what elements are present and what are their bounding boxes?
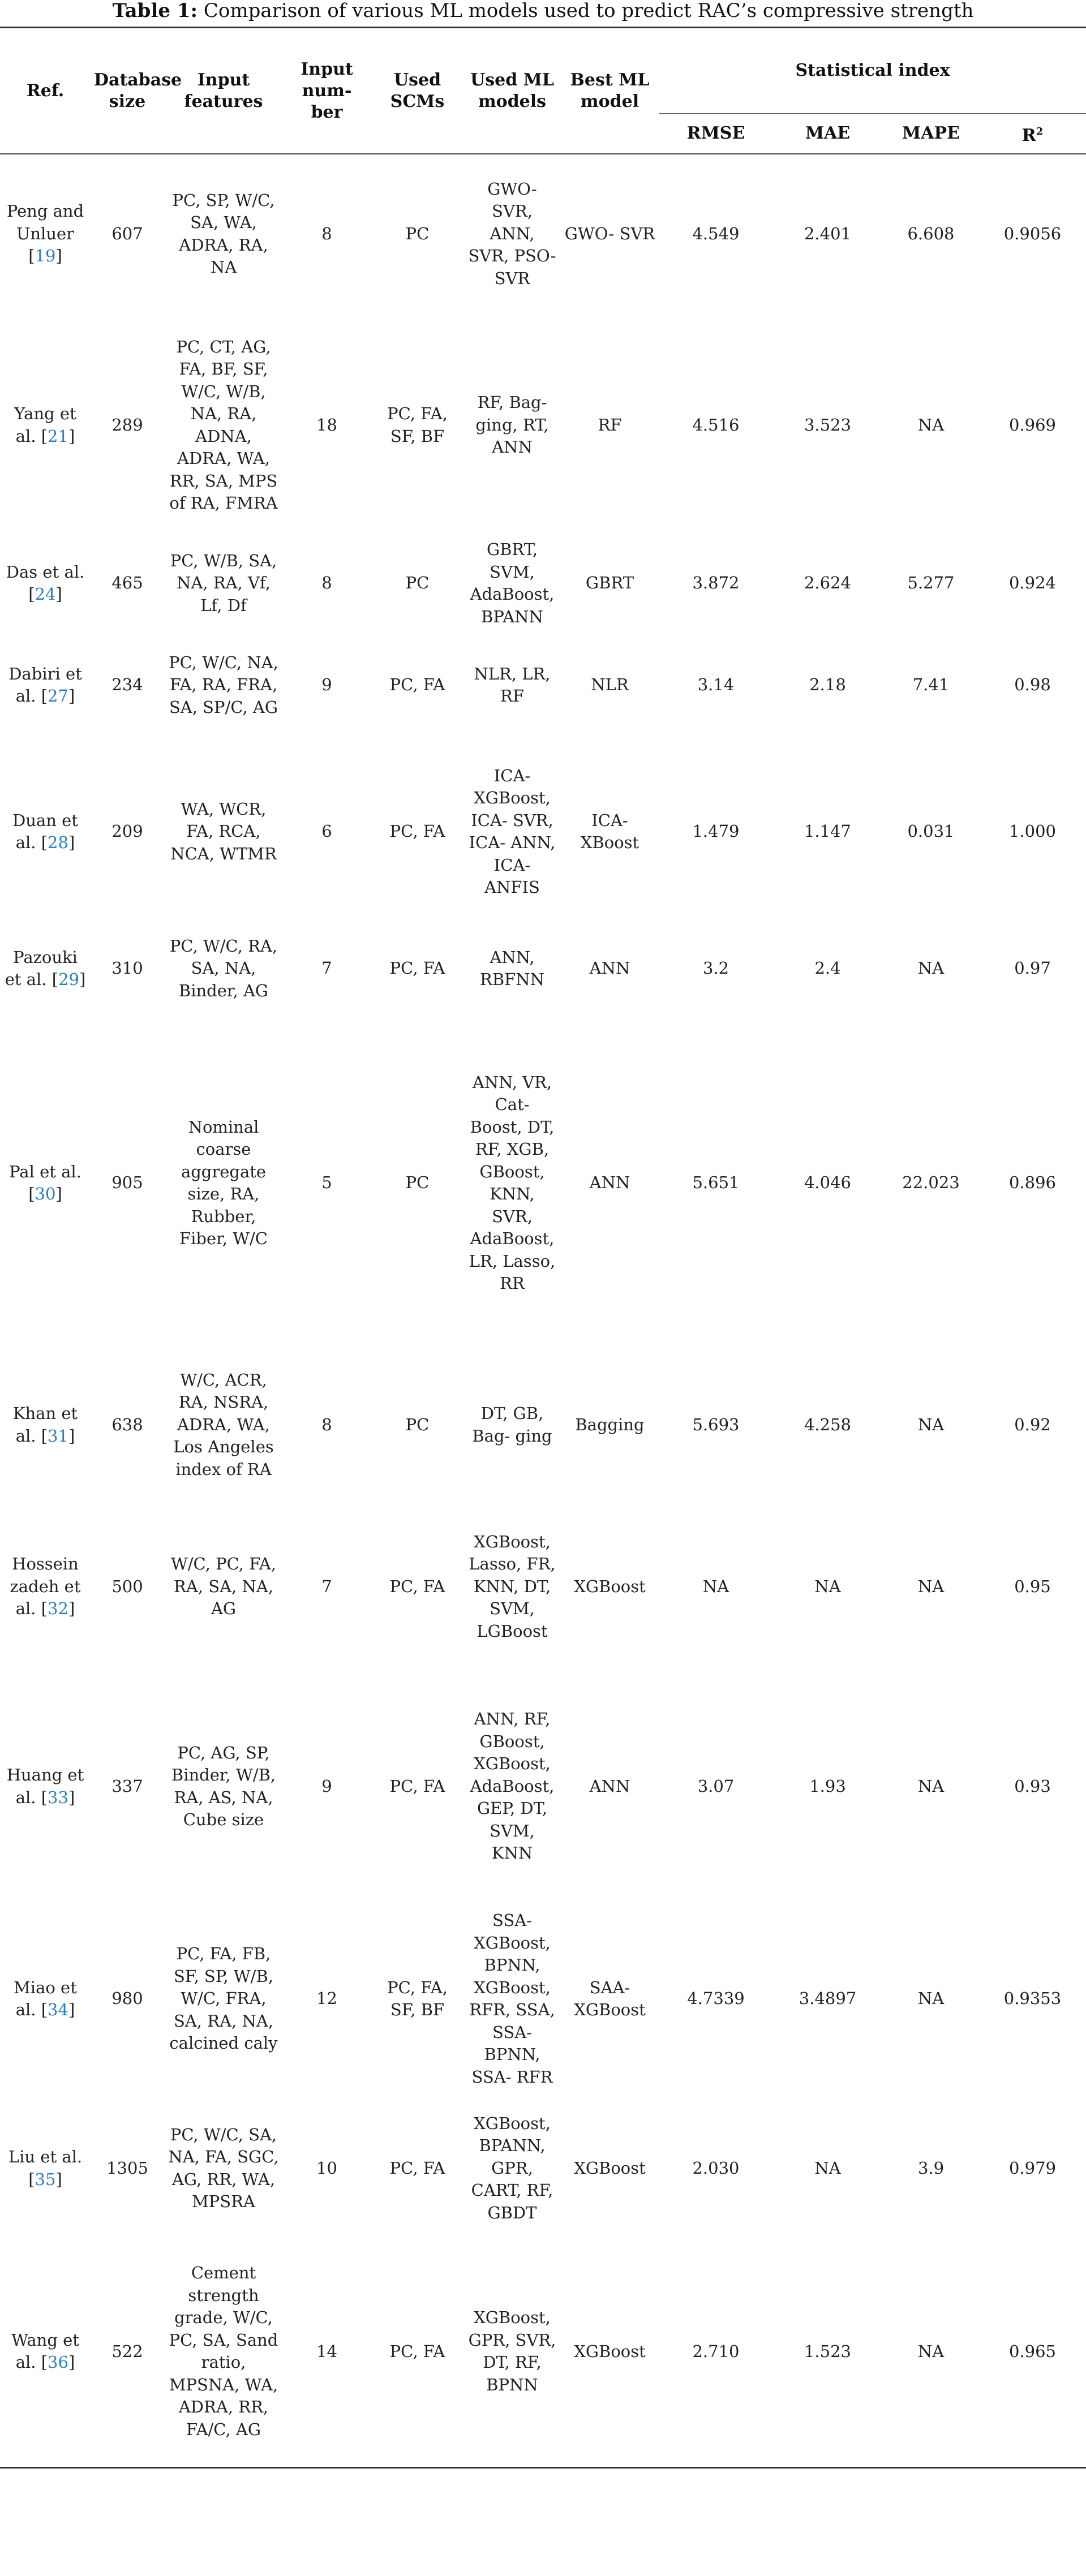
header-ref: Ref. xyxy=(0,28,91,154)
database-size-cell: 905 xyxy=(111,1173,143,1193)
r2-cell: 0.98 xyxy=(1014,675,1051,695)
r2-cell: 0.92 xyxy=(1014,1414,1051,1434)
used-scms-cell: PC, FA xyxy=(389,675,445,695)
header-used-ml-models: Used ML models xyxy=(464,28,560,154)
mape-cell: NA xyxy=(917,1776,945,1796)
database-size-cell: 209 xyxy=(111,822,143,841)
database-size-cell: 980 xyxy=(111,1989,143,2009)
best-ml-model-cell: Bagging xyxy=(575,1414,645,1434)
best-ml-model-cell: ANN xyxy=(589,1173,630,1193)
table-row xyxy=(0,1014,1086,1352)
rmse-cell: 5.693 xyxy=(692,1414,740,1434)
citation-link[interactable]: 24 xyxy=(35,584,56,604)
input-features-cell: Nominal coarse aggregate size, RA, Rubber, Fiber, W/C xyxy=(179,1117,268,1248)
rmse-cell: 3.872 xyxy=(692,573,740,593)
input-features-cell: PC, W/C, SA, NA, FA, SGC, AG, RR, WA, MPSRA xyxy=(168,2125,279,2211)
ref-author: Pal et al. xyxy=(9,1162,81,1181)
best-ml-model-cell: GBRT xyxy=(585,573,634,593)
rmse-cell: 4.549 xyxy=(692,223,740,243)
input-features-cell: W/C, ACR, RA, NSRA, ADRA, WA, Los Angeles index of RA xyxy=(173,1370,274,1479)
rmse-cell: 3.2 xyxy=(702,958,729,978)
rmse-cell: 4.7339 xyxy=(687,1989,745,2009)
ref-author: Yang et al. xyxy=(14,404,76,446)
input-features-cell: PC, W/C, RA, SA, NA, Binder, AG xyxy=(169,936,278,1000)
r2-cell: 0.924 xyxy=(1008,573,1057,593)
used-scms-cell: PC, FA xyxy=(389,2341,445,2361)
ref-cell: Pazouki et al. [29] xyxy=(5,947,86,989)
rmse-cell: 3.07 xyxy=(697,1776,735,1796)
database-size-cell: 310 xyxy=(111,958,143,978)
citation-link[interactable]: 29 xyxy=(58,970,79,989)
mae-cell: 4.258 xyxy=(804,1414,852,1434)
best-ml-model-cell: RF xyxy=(598,415,622,435)
best-ml-model-cell: ANN xyxy=(589,958,630,978)
r2-cell: 0.97 xyxy=(1014,958,1051,978)
database-size-cell: 500 xyxy=(111,1576,143,1596)
input-number-cell: 12 xyxy=(316,1989,337,2009)
citation-link[interactable]: 35 xyxy=(35,2169,56,2189)
rmse-cell: 1.479 xyxy=(692,822,740,841)
table-row xyxy=(0,630,1086,741)
input-features-cell: PC, FA, FB, SF, SP, W/B, W/C, FRA, SA, RA, NA, calcined caly xyxy=(169,1944,278,2053)
header-r2-sup: 2 xyxy=(1036,125,1044,137)
citation-link[interactable]: 19 xyxy=(35,246,56,266)
used-scms-cell: PC, FA xyxy=(389,822,445,841)
table-row xyxy=(0,1352,1086,1498)
best-ml-model-cell: SAA- XGBoost xyxy=(574,1977,646,2019)
mae-cell: 3.523 xyxy=(804,415,852,435)
rmse-cell: 3.14 xyxy=(697,675,735,695)
input-number-cell: 9 xyxy=(321,1776,332,1796)
input-number-cell: 5 xyxy=(321,1173,332,1193)
mape-cell: NA xyxy=(917,958,945,978)
table-row xyxy=(0,1675,1086,1898)
header-rmse: RMSE xyxy=(659,114,772,154)
header-input-number: Input num- ber xyxy=(283,28,371,154)
mape-cell: NA xyxy=(917,1414,945,1434)
ref-cell: Miao et al. [34] xyxy=(14,1977,77,2019)
best-ml-model-cell: XGBoost xyxy=(574,2341,646,2361)
rmse-cell: 2.710 xyxy=(692,2341,740,2361)
database-size-cell: 522 xyxy=(111,2341,143,2361)
used-ml-models-cell: ANN, RBFNN xyxy=(479,947,545,989)
ref-author: Pazouki et al. xyxy=(5,947,78,989)
r2-cell: 0.979 xyxy=(1008,2158,1057,2178)
database-size-cell: 234 xyxy=(111,675,143,695)
table-body xyxy=(0,154,1086,2467)
r2-cell: 0.9056 xyxy=(1003,223,1062,243)
ref-author: Huang et al. xyxy=(6,1765,84,1807)
citation-link[interactable]: 36 xyxy=(48,2353,68,2372)
input-number-cell: 14 xyxy=(316,2341,337,2361)
used-ml-models-cell: XGBoost, Lasso, FR, KNN, DT, SVM, LGBoost xyxy=(469,1532,556,1641)
mape-cell: 0.031 xyxy=(907,822,955,841)
r2-cell: 0.93 xyxy=(1014,1776,1051,1796)
r2-cell: 1.000 xyxy=(1008,822,1057,841)
used-scms-cell: PC, FA, SF, BF xyxy=(387,1977,448,2019)
table-row xyxy=(0,313,1086,537)
ref-author: Duan et al. xyxy=(12,810,78,852)
ref-cell: Duan et al. [28] xyxy=(12,810,78,852)
mape-cell: NA xyxy=(917,415,945,435)
used-scms-cell: PC, FA, SF, BF xyxy=(387,404,448,446)
ref-cell: Wang et al. [36] xyxy=(11,2330,79,2372)
input-number-cell: 7 xyxy=(321,958,332,978)
used-ml-models-cell: DT, GB, Bag- ging xyxy=(472,1404,552,1446)
used-ml-models-cell: NLR, LR, RF xyxy=(474,664,551,706)
caption-label: Table 1: xyxy=(112,0,198,22)
citation-link[interactable]: 21 xyxy=(48,426,68,446)
database-size-cell: 1305 xyxy=(106,2158,148,2178)
rmse-cell: 5.651 xyxy=(692,1173,740,1193)
input-features-cell: W/C, PC, FA, RA, SA, NA, AG xyxy=(170,1554,277,1619)
header-mae: MAE xyxy=(772,114,883,154)
mae-cell: NA xyxy=(814,2158,841,2178)
header-used-scms: Used SCMs xyxy=(371,28,464,154)
used-ml-models-cell: SSA- XGBoost, BPNN, XGBoost, RFR, SSA, SSA- BPNN, SSA- RFR xyxy=(469,1911,555,2087)
mape-cell: NA xyxy=(917,1576,945,1596)
used-scms-cell: PC xyxy=(405,223,430,243)
rmse-cell: 2.030 xyxy=(692,2158,740,2178)
table-caption xyxy=(0,0,1086,24)
ref-author: Miao et al. xyxy=(14,1977,77,2019)
header-statistical-index: Statistical index xyxy=(659,28,1086,114)
rmse-cell: 4.516 xyxy=(692,415,740,435)
input-number-cell: 8 xyxy=(321,1414,332,1434)
ref-author: Peng and Unluer xyxy=(6,201,84,243)
used-ml-models-cell: ANN, VR, Cat- Boost, DT, RF, XGB, GBoost, KNN, SVR, AdaBoost, LR, Lasso, RR xyxy=(469,1072,556,1293)
best-ml-model-cell: XGBoost xyxy=(574,2158,646,2178)
input-features-cell: PC, W/B, SA, NA, RA, Vf, Lf, Df xyxy=(170,551,277,615)
r2-cell: 0.896 xyxy=(1008,1173,1057,1193)
used-ml-models-cell: ICA- XGBoost, ICA- SVR, ICA- ANN, ICA- ANFIS xyxy=(469,766,556,897)
ref-cell: Yang et al. [21] xyxy=(14,404,76,446)
table-row xyxy=(0,1898,1086,2100)
ref-author: Dabiri et al. xyxy=(8,664,82,706)
mape-cell: 7.41 xyxy=(912,675,950,695)
input-number-cell: 6 xyxy=(321,822,332,841)
table-row xyxy=(0,154,1086,313)
input-number-cell: 9 xyxy=(321,675,332,695)
best-ml-model-cell: ANN xyxy=(589,1776,630,1796)
citation-link[interactable]: 33 xyxy=(48,1787,68,1807)
table-row xyxy=(0,537,1086,630)
input-number-cell: 8 xyxy=(321,223,332,243)
input-features-cell: PC, W/C, NA, FA, RA, FRA, SA, SP/C, AG xyxy=(169,652,278,717)
database-size-cell: 465 xyxy=(111,573,143,593)
header-database-size: Database size xyxy=(91,28,164,154)
used-scms-cell: PC, FA xyxy=(389,1776,445,1796)
used-ml-models-cell: XGBoost, BPANN, GPR, CART, RF, GBDT xyxy=(471,2113,553,2222)
used-ml-models-cell: ANN, RF, GBoost, XGBoost, AdaBoost, GEP, DT, SVM, KNN xyxy=(470,1709,555,1863)
ref-author: Das et al. xyxy=(6,562,85,582)
mae-cell: 2.4 xyxy=(814,958,841,978)
header-mape: MAPE xyxy=(883,114,979,154)
ref-cell: Das et al. [24] xyxy=(6,562,85,604)
mae-cell: NA xyxy=(814,1576,841,1596)
best-ml-model-cell: XGBoost xyxy=(574,1576,646,1596)
used-scms-cell: PC, FA xyxy=(389,958,445,978)
ref-cell: Huang et al. [33] xyxy=(6,1765,84,1807)
input-features-cell: PC, SP, W/C, SA, WA, ADRA, RA, NA xyxy=(172,190,275,277)
mae-cell: 4.046 xyxy=(804,1173,852,1193)
r2-cell: 0.9353 xyxy=(1003,1989,1062,2009)
input-features-cell: PC, AG, SP, Binder, W/B, RA, AS, NA, Cube size xyxy=(171,1743,276,1829)
mae-cell: 1.93 xyxy=(809,1776,846,1796)
ref-author: Wang et al. xyxy=(11,2330,79,2372)
mae-cell: 2.18 xyxy=(809,675,846,695)
header-r2-base: R xyxy=(1021,125,1036,145)
mape-cell: 6.608 xyxy=(907,223,955,243)
table-row xyxy=(0,1498,1086,1675)
citation-link[interactable]: 27 xyxy=(48,686,68,706)
mae-cell: 1.523 xyxy=(804,2341,852,2361)
used-ml-models-cell: GWO- SVR, ANN, SVR, PSO- SVR xyxy=(468,179,556,288)
mae-cell: 1.147 xyxy=(804,822,852,841)
mape-cell: 5.277 xyxy=(907,573,955,593)
best-ml-model-cell: NLR xyxy=(591,675,629,695)
caption-text: Comparison of various ML models used to predict RAC’s compressive strength xyxy=(203,0,974,22)
table-row xyxy=(0,2237,1086,2467)
database-size-cell: 638 xyxy=(111,1414,143,1434)
table-row xyxy=(0,923,1086,1014)
ref-cell: Liu et al. [35] xyxy=(8,2147,83,2189)
input-features-cell: PC, CT, AG, FA, BF, SF, W/C, W/B, NA, RA, ADNA, ADRA, WA, RR, SA, MPS of RA, FMRA xyxy=(169,337,278,513)
header-input-features: Input features xyxy=(164,28,283,154)
best-ml-model-cell: ICA- XBoost xyxy=(580,810,639,852)
table-row xyxy=(0,2100,1086,2237)
mae-cell: 3.4897 xyxy=(799,1989,857,2009)
ref-cell: Hossein zadeh et al. [32] xyxy=(10,1554,81,1619)
r2-cell: 0.95 xyxy=(1014,1576,1051,1596)
citation-link[interactable]: 31 xyxy=(48,1426,68,1446)
header-r2 xyxy=(979,114,1086,154)
ref-cell: Peng and Unluer [19] xyxy=(6,201,84,266)
header-best-ml-model: Best ML model xyxy=(560,28,659,154)
database-size-cell: 337 xyxy=(111,1776,143,1796)
input-features-cell: WA, WCR, FA, RCA, NCA, WTMR xyxy=(170,799,277,863)
mae-cell: 2.401 xyxy=(804,223,852,243)
mape-cell: NA xyxy=(917,1989,945,2009)
ref-author: Liu et al. xyxy=(8,2147,83,2166)
r2-cell: 0.969 xyxy=(1008,415,1057,435)
database-size-cell: 607 xyxy=(111,223,143,243)
used-scms-cell: PC xyxy=(405,1173,430,1193)
mape-cell: NA xyxy=(917,2341,945,2361)
citation-link[interactable]: 28 xyxy=(48,833,68,852)
ref-cell: Pal et al. [30] xyxy=(9,1162,81,1203)
best-ml-model-cell: GWO- SVR xyxy=(564,223,655,243)
used-scms-cell: PC, FA xyxy=(389,1576,445,1596)
used-scms-cell: PC xyxy=(405,1414,430,1434)
ref-author: Khan et al. xyxy=(12,1404,78,1446)
ref-cell: Dabiri et al. [27] xyxy=(8,664,82,706)
input-number-cell: 7 xyxy=(321,1576,332,1596)
citation-link[interactable]: 32 xyxy=(48,1599,68,1619)
ref-cell: Khan et al. [31] xyxy=(12,1404,78,1446)
mae-cell: 2.624 xyxy=(804,573,852,593)
mape-cell: 22.023 xyxy=(902,1173,960,1193)
input-number-cell: 10 xyxy=(316,2158,337,2178)
used-scms-cell: PC xyxy=(405,573,430,593)
input-features-cell: Cement strength grade, W/C, PC, SA, Sand ratio, MPSNA, WA, ADRA, RR, FA/C, AG xyxy=(169,2263,278,2439)
database-size-cell: 289 xyxy=(111,415,143,435)
used-ml-models-cell: XGBoost, GPR, SVR, DT, RF, BPNN xyxy=(468,2308,556,2394)
input-number-cell: 8 xyxy=(321,573,332,593)
ref-author: Hossein zadeh et al. xyxy=(10,1554,81,1619)
rmse-cell: NA xyxy=(702,1576,729,1596)
comparison-table xyxy=(0,27,1086,2469)
table-row xyxy=(0,741,1086,923)
citation-link[interactable]: 30 xyxy=(35,1184,56,1203)
citation-link[interactable]: 34 xyxy=(48,2000,68,2019)
r2-cell: 0.965 xyxy=(1008,2341,1057,2361)
input-number-cell: 18 xyxy=(316,415,337,435)
used-ml-models-cell: RF, Bag- ging, RT, ANN xyxy=(475,393,549,457)
used-ml-models-cell: GBRT, SVM, AdaBoost, BPANN xyxy=(470,540,555,626)
mape-cell: 3.9 xyxy=(917,2158,945,2178)
used-scms-cell: PC, FA xyxy=(389,2158,445,2178)
